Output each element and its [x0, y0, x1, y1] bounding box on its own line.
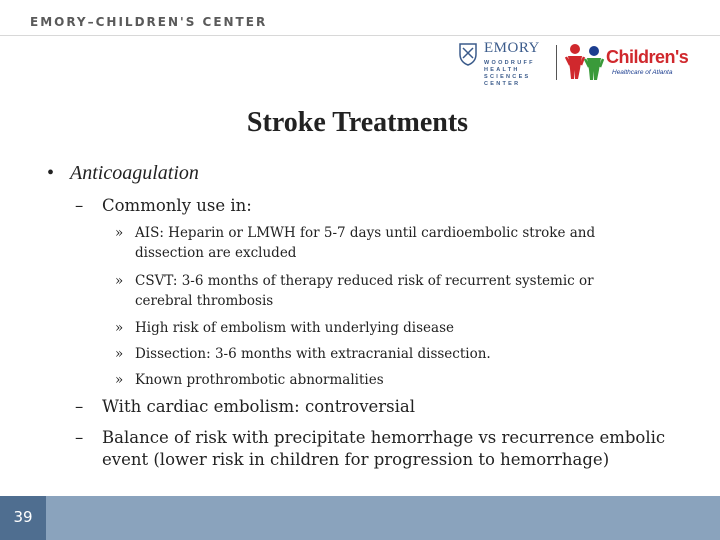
list-item: » Dissection: 3-6 months with extracranial dissection.: [115, 346, 491, 362]
children-figures-icon: [564, 43, 606, 81]
list-item: » Known prothrombotic abnormalities: [115, 372, 384, 388]
emory-subtitle: WOODRUFF HEALTH SCIENCES CENTER: [484, 60, 535, 87]
sub-bullet-cardiac-embolism: – With cardiac embolism: controversial: [75, 397, 416, 416]
list-item: » High risk of embolism with underlying disease: [115, 320, 455, 336]
emory-name: EMORY: [484, 40, 540, 56]
logo-divider: [556, 45, 557, 80]
slide-title: Stroke Treatments: [246, 107, 469, 138]
sub-bullet-balance-of-risk: – Balance of risk with precipitate hemorrhage vs recurrence embolic event (lower risk in children for progression to hemorrhage): [75, 428, 666, 469]
childrens-name: Children's: [606, 47, 689, 67]
sub-bullet-commonly-use: – Commonly use in:: [75, 196, 252, 215]
emory-logo: [458, 40, 568, 92]
list-item: » AIS: Heparin or LMWH for 5-7 days until cardioembolic stroke and dissection are excluded: [115, 225, 596, 261]
page-number: 39: [13, 508, 33, 526]
bullet-dot-icon: •: [47, 162, 55, 184]
list-item: » CSVT: 3-6 months of therapy reduced risk of recurrent systemic or cerebral thrombosis: [115, 273, 594, 309]
emory-shield-icon: [458, 42, 478, 66]
childrens-subtitle: Healthcare of Atlanta: [612, 69, 673, 76]
footer-bar: [0, 496, 720, 540]
header-divider: [0, 35, 720, 36]
childrens-logo: [564, 43, 689, 83]
header-org-name: EMORY–CHILDREN'S CENTER: [30, 15, 268, 29]
bullet-anticoagulation: • Anticoagulation: [47, 162, 199, 184]
